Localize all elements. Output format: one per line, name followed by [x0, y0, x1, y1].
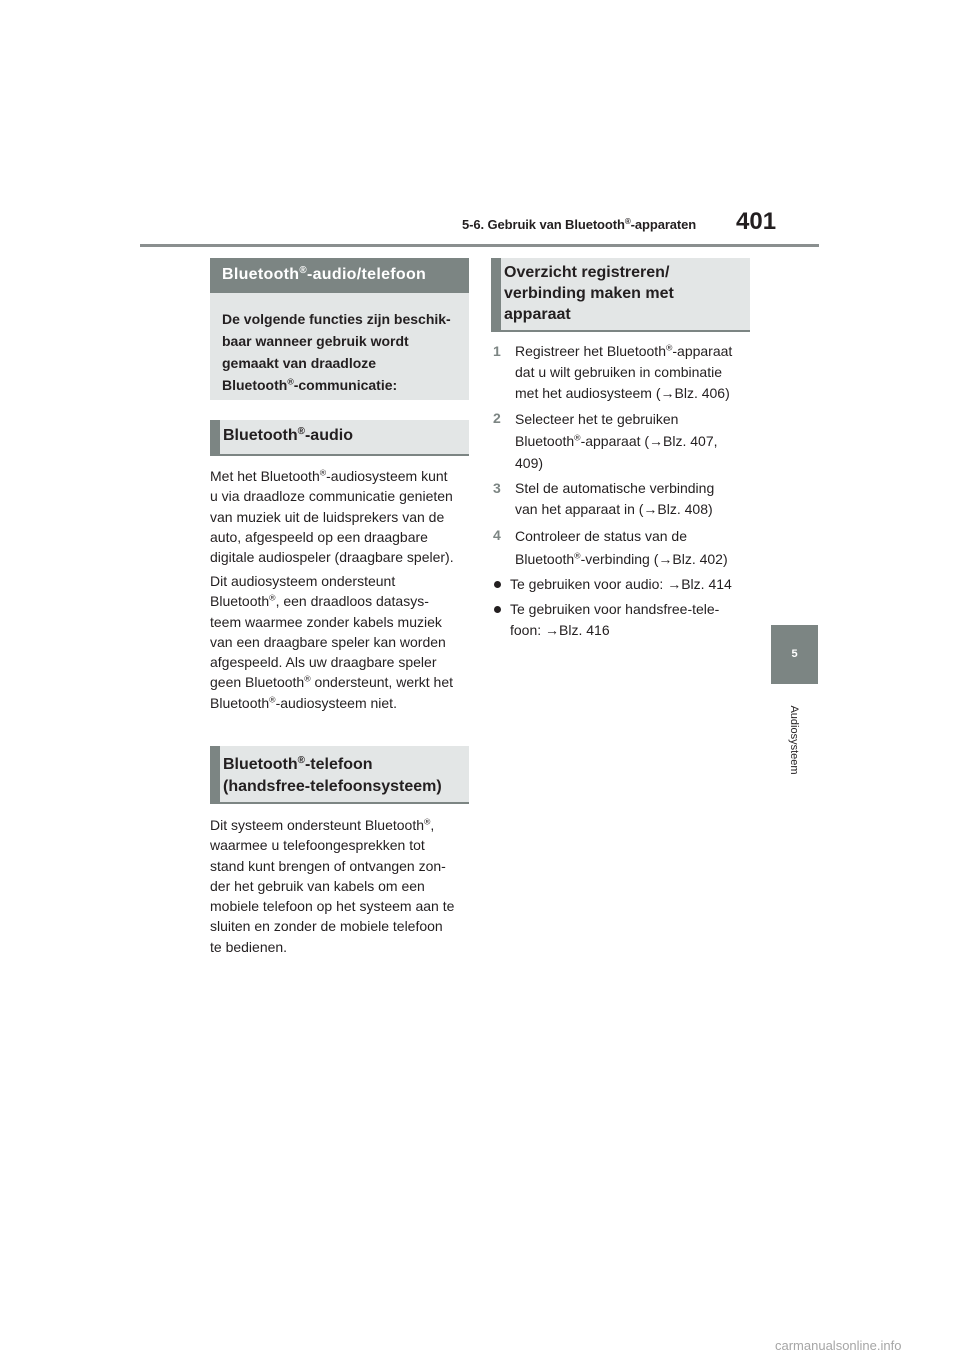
text-line: Dit systeem ondersteunt Bluetooth®, [210, 816, 435, 833]
text-line: auto, afgespeeld op een draagbare [210, 528, 428, 545]
heading-line: apparaat [504, 306, 571, 323]
text-line: Te gebruiken voor handsfree-tele- [510, 601, 720, 617]
intro-line: baar wanneer gebruik wordt [222, 333, 409, 349]
intro-line: Bluetooth®-communicatie: [222, 376, 398, 393]
text-line: van muziek uit de luidsprekers van de [210, 508, 445, 525]
header-divider [140, 244, 819, 247]
watermark: carmanualsonline.info [775, 1338, 902, 1353]
intro-line: gemaakt van draadloze [222, 355, 377, 371]
chapter-label: Audiosysteem [788, 705, 800, 775]
text-line: Met het Bluetooth®-audiosysteem kunt [210, 467, 448, 484]
text-line: stand kunt brengen of ontvangen zon- [210, 857, 446, 874]
text-line: afgespeeld. Als uw draagbare speler [210, 654, 437, 671]
bullet-dot [494, 581, 501, 588]
text-line: Bluetooth®-audiosysteem niet. [210, 694, 397, 711]
intro-box [210, 293, 469, 400]
step-number: 4 [493, 527, 501, 543]
audio-heading: Bluetooth®-audio [210, 420, 469, 456]
text-line: Bluetooth®-apparaat (→Blz. 407, [515, 432, 718, 449]
text-line: Bluetooth®-verbinding (→Blz. 402) [515, 550, 728, 567]
chapter-tab: 5 [771, 625, 818, 684]
step-number: 1 [493, 343, 501, 359]
heading-line: (handsfree-telefoonsysteem) [223, 778, 442, 795]
text-line: met het audiosysteem (→Blz. 406) [515, 385, 730, 401]
text-line: Bluetooth®, een draadloos datasys- [210, 592, 429, 610]
bullet-dot [494, 606, 501, 613]
text-line: dat u wilt gebruiken in combinatie [515, 364, 723, 380]
page-number: 401 [736, 208, 777, 235]
text-line: geen Bluetooth® ondersteunt, werkt het [210, 674, 454, 691]
text-line: van het apparaat in (→Blz. 408) [515, 501, 713, 517]
text-line: Stel de automatische verbinding [515, 480, 715, 496]
text-line: teem waarmee zonder kabels muziek [210, 613, 442, 630]
text-line: 409) [515, 455, 544, 471]
phone-heading [210, 746, 469, 804]
text-line: Te gebruiken voor audio: →Blz. 414 [510, 576, 732, 592]
intro-line: De volgende functies zijn beschik- [222, 311, 451, 327]
heading-line: Overzicht registreren/ [504, 264, 670, 281]
text-line: waarmee u telefoongesprekken tot [210, 837, 425, 854]
text-line: Dit audiosysteem ondersteunt [210, 573, 396, 589]
step-number: 2 [493, 410, 501, 426]
text-line: mobiele telefoon op het systeem aan te [210, 898, 455, 915]
text-line: sluiten en zonder de mobiele telefoon [210, 918, 443, 935]
main-heading: Bluetooth®-audio/telefoon [210, 258, 469, 293]
text-line: van een draagbare speler kan worden [210, 633, 446, 650]
audio-paragraph-1 [210, 466, 472, 567]
section-title: 5-6. Gebruik van Bluetooth®-apparaten [462, 217, 697, 232]
phone-paragraph [210, 815, 472, 957]
text-line: digitale audiospeler (draagbare speler). [210, 549, 454, 566]
overview-heading [491, 258, 750, 332]
heading-line: Bluetooth®-telefoon [223, 754, 373, 773]
step-number: 3 [493, 480, 501, 496]
text-line: te bedienen. [210, 938, 288, 955]
audio-paragraph-2 [210, 571, 472, 713]
text-line: foon: →Blz. 416 [510, 622, 610, 638]
heading-line: verbinding maken met [504, 285, 674, 302]
text-line: Registreer het Bluetooth®-apparaat [515, 342, 733, 359]
text-line: u via draadloze communicatie genieten [210, 488, 453, 505]
text-line: Selecteer het te gebruiken [515, 411, 679, 427]
text-line: der het gebruik van kabels om een [210, 877, 425, 894]
text-line: Controleer de status van de [515, 528, 687, 544]
